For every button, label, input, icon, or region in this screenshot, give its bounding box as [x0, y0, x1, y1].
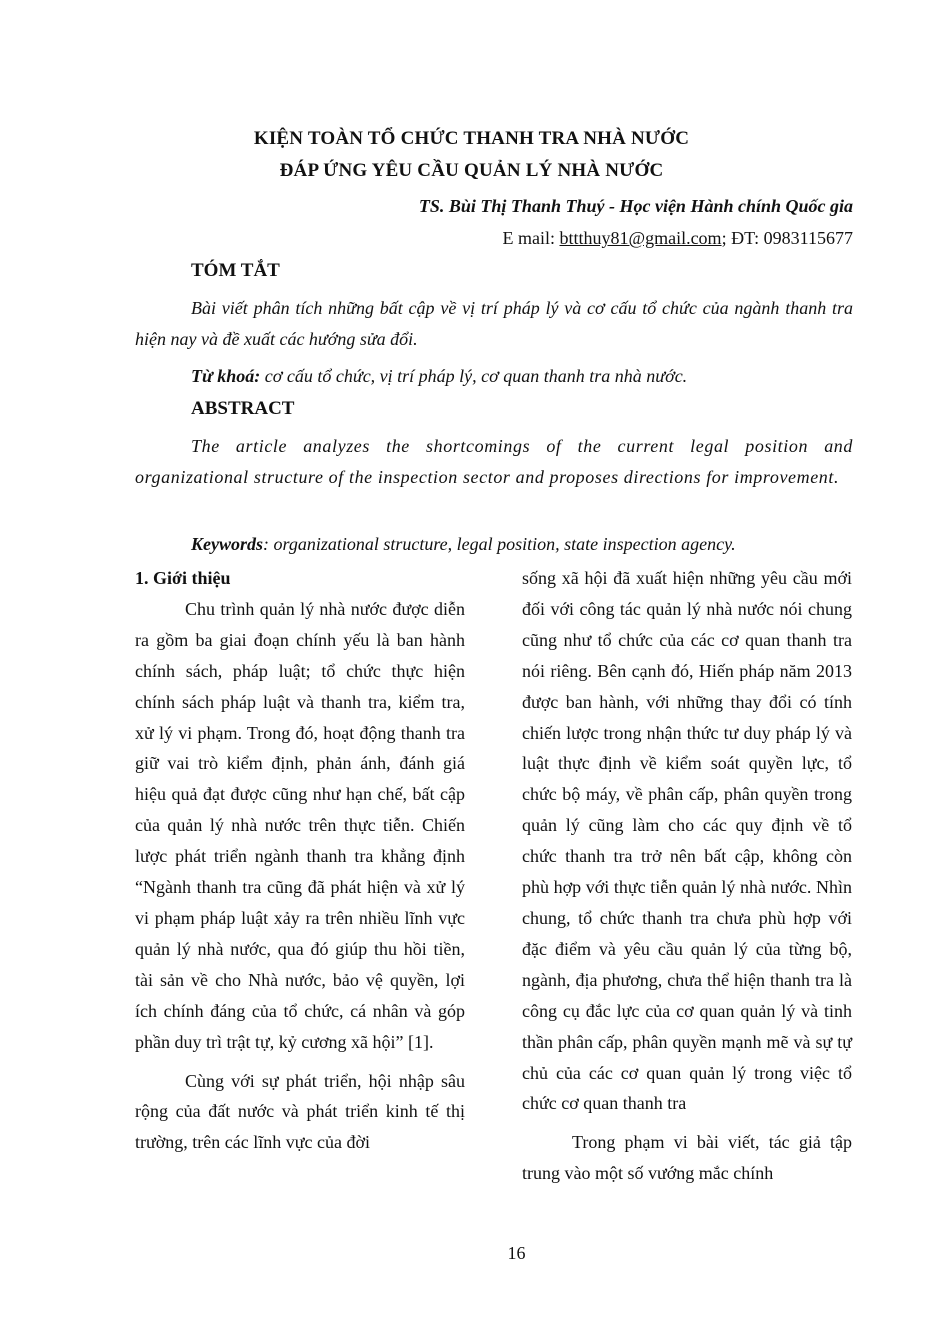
paper-title-line2: ĐÁP ỨNG YÊU CẦU QUẢN LÝ NHÀ NƯỚC — [279, 160, 664, 181]
page-number: 16 — [507, 1243, 526, 1263]
body-paragraph: sống xã hội đã xuất hiện những yêu cầu mới đối với công tác quản lý nhà nước nói chung cũng như tổ chức của các cơ quan thanh tra nói riêng. Bên cạnh đó, Hiến pháp năm 2013 được ban hành, với những thay đổi có tính chiến lược trong nhận thức tư duy pháp lý và luật thực định về kiểm soát quyền lực, tổ chức bộ máy, về phân cấp, phân quyền trong quản lý cũng làm cho các quy định về tổ chức thanh tra trở nên bất cập, không còn phù hợp với thực tiễn quản lý nhà nước. Nhìn chung, tổ chức thanh tra chưa phù hợp với đặc điểm và yêu cầu quản lý của từng bộ, ngành, địa phương, chưa thể hiện thanh tra là công cụ đắc lực của cơ quan quản lý và tinh thần phân cấp, phân quyền mạnh mẽ và sự tự chủ của các cơ quan quản lý trong việc tổ chức cơ quan thanh tra — [522, 568, 852, 1114]
abstract-text: The article analyzes the shortcomings of the current legal position and organizational structure of the inspection sector and proposes directions for improvement. — [135, 436, 853, 487]
body-paragraph: Chu trình quản lý nhà nước được diễn ra gồm ba giai đoạn chính yếu là ban hành chính sách, pháp luật; tổ chức thực hiện chính sách pháp luật và thanh tra, kiểm tra, xử lý vi phạm. Trong đó, hoạt động thanh tra giữ vai trò kiểm định, phản ánh, đánh giá hiệu quả đạt được cũng như hạn chế, bất cập của quản lý nhà nước trên thực tiễn. Chiến lược phát triển ngành thanh tra khẳng định “Ngành thanh tra cũng đã phát hiện và xử lý vi phạm pháp luật xảy ra trên nhiều lĩnh vực quản lý nhà nước, qua đó giúp thu hồi tiền, tài sản về cho Nhà nước, bảo vệ quyền, lợi ích chính đáng của tổ chức, cá nhân và góp phần duy trì trật tự, kỷ cương xã hội” [1]. — [135, 598, 465, 1052]
keywords-en-label: Keywords — [191, 534, 263, 554]
summary-heading: TÓM TẮT — [191, 260, 280, 281]
keywords-vi — [135, 361, 853, 392]
keywords-vi-label: Từ khoá: — [191, 366, 261, 386]
keywords-en — [135, 529, 853, 560]
author-affiliation: TS. Bùi Thị Thanh Thuý - Học viện Hành chính Quốc gia — [418, 196, 853, 216]
keywords-en-text: : organizational structure, legal position, state inspection agency. — [263, 534, 736, 554]
keywords-vi-text: cơ cấu tổ chức, vị trí pháp lý, cơ quan thanh tra nhà nước. — [260, 366, 688, 386]
email-link[interactable]: bttthuy81@gmail.com — [559, 228, 722, 248]
summary-text: Bài viết phân tích những bất cập về vị trí pháp lý và cơ cấu tổ chức của ngành thanh tra hiện nay và đề xuất các hướng sửa đổi. — [135, 298, 853, 349]
email-label: E mail: — [502, 228, 560, 248]
phone-text: ; ĐT: 0983115677 — [721, 228, 853, 248]
author-contact — [503, 228, 854, 249]
body-paragraph: Cùng với sự phát triển, hội nhập sâu rộng của đất nước và phát triển kinh tế thị trường, trên các lĩnh vực của đời — [135, 1070, 465, 1153]
abstract-heading: ABSTRACT — [191, 398, 295, 419]
body-paragraph: Trong phạm vi bài viết, tác giả tập trung vào một số vướng mắc chính — [522, 1132, 852, 1184]
section-title: 1. Giới thiệu — [135, 568, 231, 588]
body-column-left — [135, 563, 465, 1158]
body-column-right — [522, 563, 852, 1189]
paper-title-line1: KIỆN TOÀN TỔ CHỨC THANH TRA NHÀ NƯỚC — [253, 128, 690, 149]
